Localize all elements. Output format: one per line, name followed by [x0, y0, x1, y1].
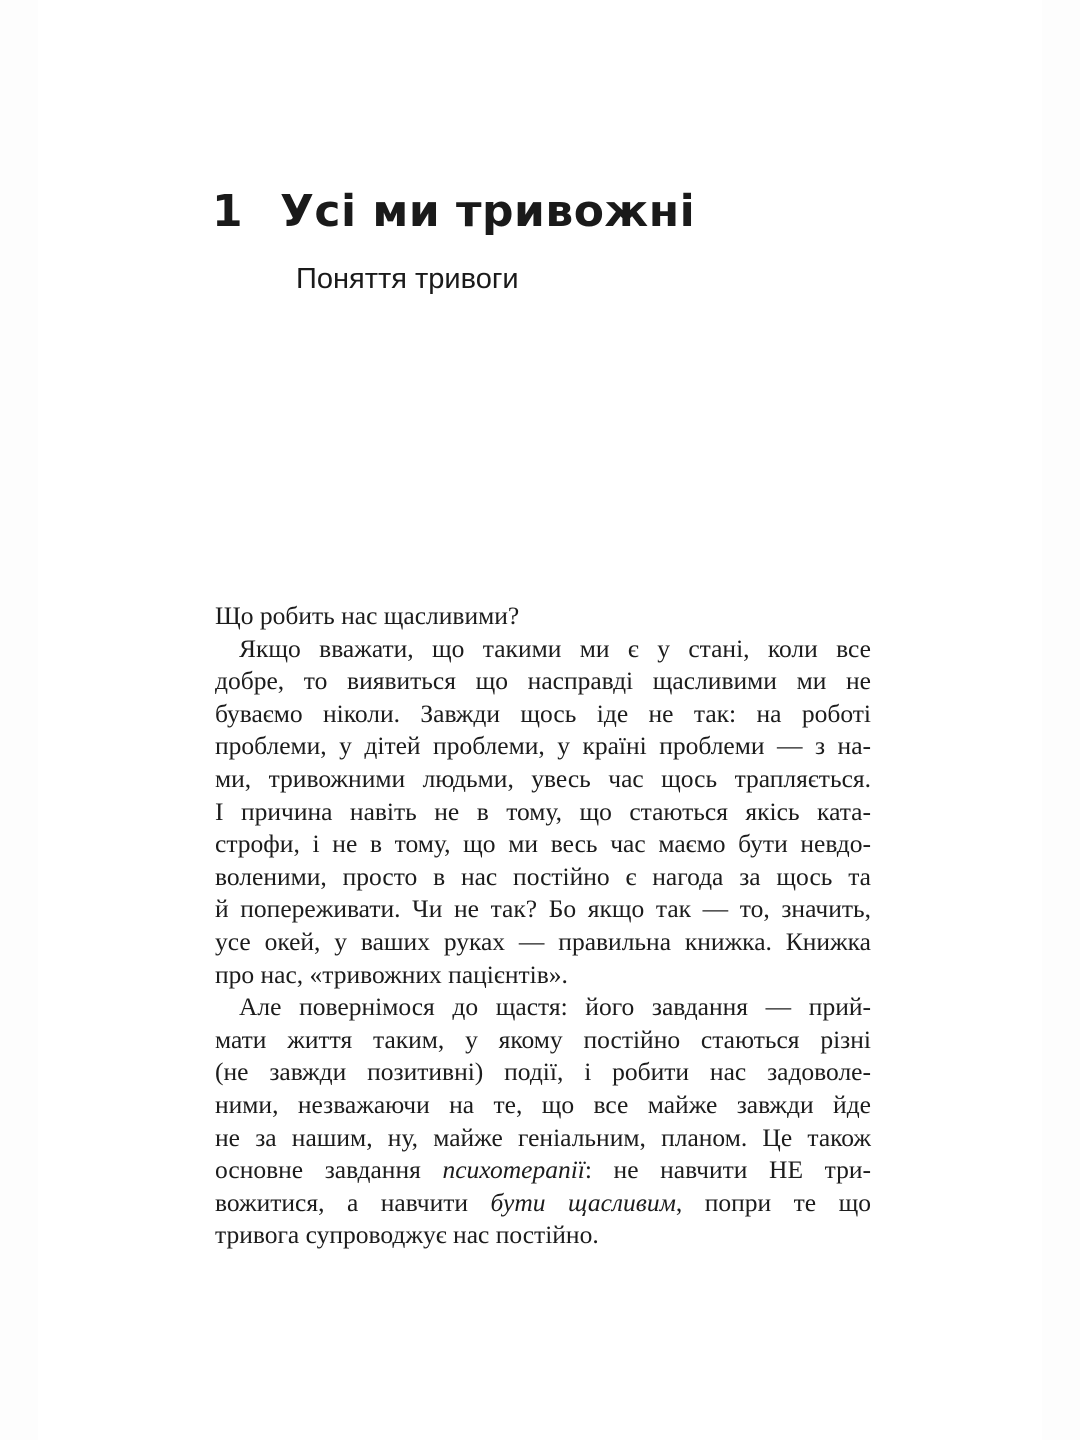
paragraph-1-line: усе окей, у ваших руках — правильна книжка. Книжка: [215, 926, 871, 956]
text-run: основне завдання: [215, 1155, 443, 1185]
paragraph-1-line: про нас, «тривожних пацієнтів».: [215, 959, 568, 989]
paragraph-2-line: тривога супроводжує нас постійно.: [215, 1220, 599, 1250]
chapter-heading: [212, 186, 695, 237]
paragraph-2-line: (не завжди позитивні) події, і робити нас задоволе-: [215, 1057, 871, 1087]
paragraph-2-line: Але повернімося до щастя: його завдання — прий-: [239, 992, 871, 1022]
opening-question: Що робить нас щасливими?: [215, 601, 520, 630]
body-text: [215, 600, 871, 1252]
text-run: , попри те що: [675, 1187, 871, 1217]
paragraph-1-line: й попереживати. Чи не так? Бо якщо так — то, значить,: [215, 894, 871, 924]
paragraph-1-line: Якщо вважати, що такими ми є у стані, коли все: [239, 633, 871, 663]
paragraph-1-line: добре, то виявиться що насправді щасливими ми не: [215, 666, 871, 696]
chapter-title: Усі ми тривожні: [280, 186, 696, 237]
emphasis-psychotherapy: психотерапії: [442, 1155, 585, 1185]
chapter-number: 1: [212, 186, 244, 237]
text-run: : не навчити НЕ три-: [584, 1155, 871, 1185]
paragraph-1-line: проблеми, у дітей проблеми, у країні проблеми — з на-: [215, 731, 871, 761]
paragraph-2-line: [215, 1187, 871, 1220]
paragraph-1-line: строфи, і не в тому, що ми весь час маємо бути невдо-: [215, 829, 871, 859]
paragraph-1-line: ми, тривожними людьми, увесь час щось трапляється.: [215, 763, 871, 793]
text-run: вожитися, а навчити: [215, 1187, 491, 1217]
paragraph-2-line: не за нашим, ну, майже геніальним, планом. Це також: [215, 1122, 871, 1152]
paragraph-2-line: ними, незважаючи на те, що все майже завжди йде: [215, 1089, 871, 1119]
paragraph-1-line: воленими, просто в нас постійно є нагода за щось та: [215, 861, 871, 891]
paragraph-2-line: мати життя таким, у якому постійно стаються різні: [215, 1024, 871, 1054]
paragraph-1-line: буваємо ніколи. Завжди щось іде не так: на роботі: [215, 698, 871, 728]
emphasis-be-happy: бути щасливим: [490, 1187, 676, 1217]
paragraph-1-line: І причина навіть не в тому, що стаються якісь ката-: [215, 796, 871, 826]
paragraph-2-line: [215, 1154, 871, 1187]
chapter-subtitle: Поняття тривоги: [296, 263, 519, 295]
